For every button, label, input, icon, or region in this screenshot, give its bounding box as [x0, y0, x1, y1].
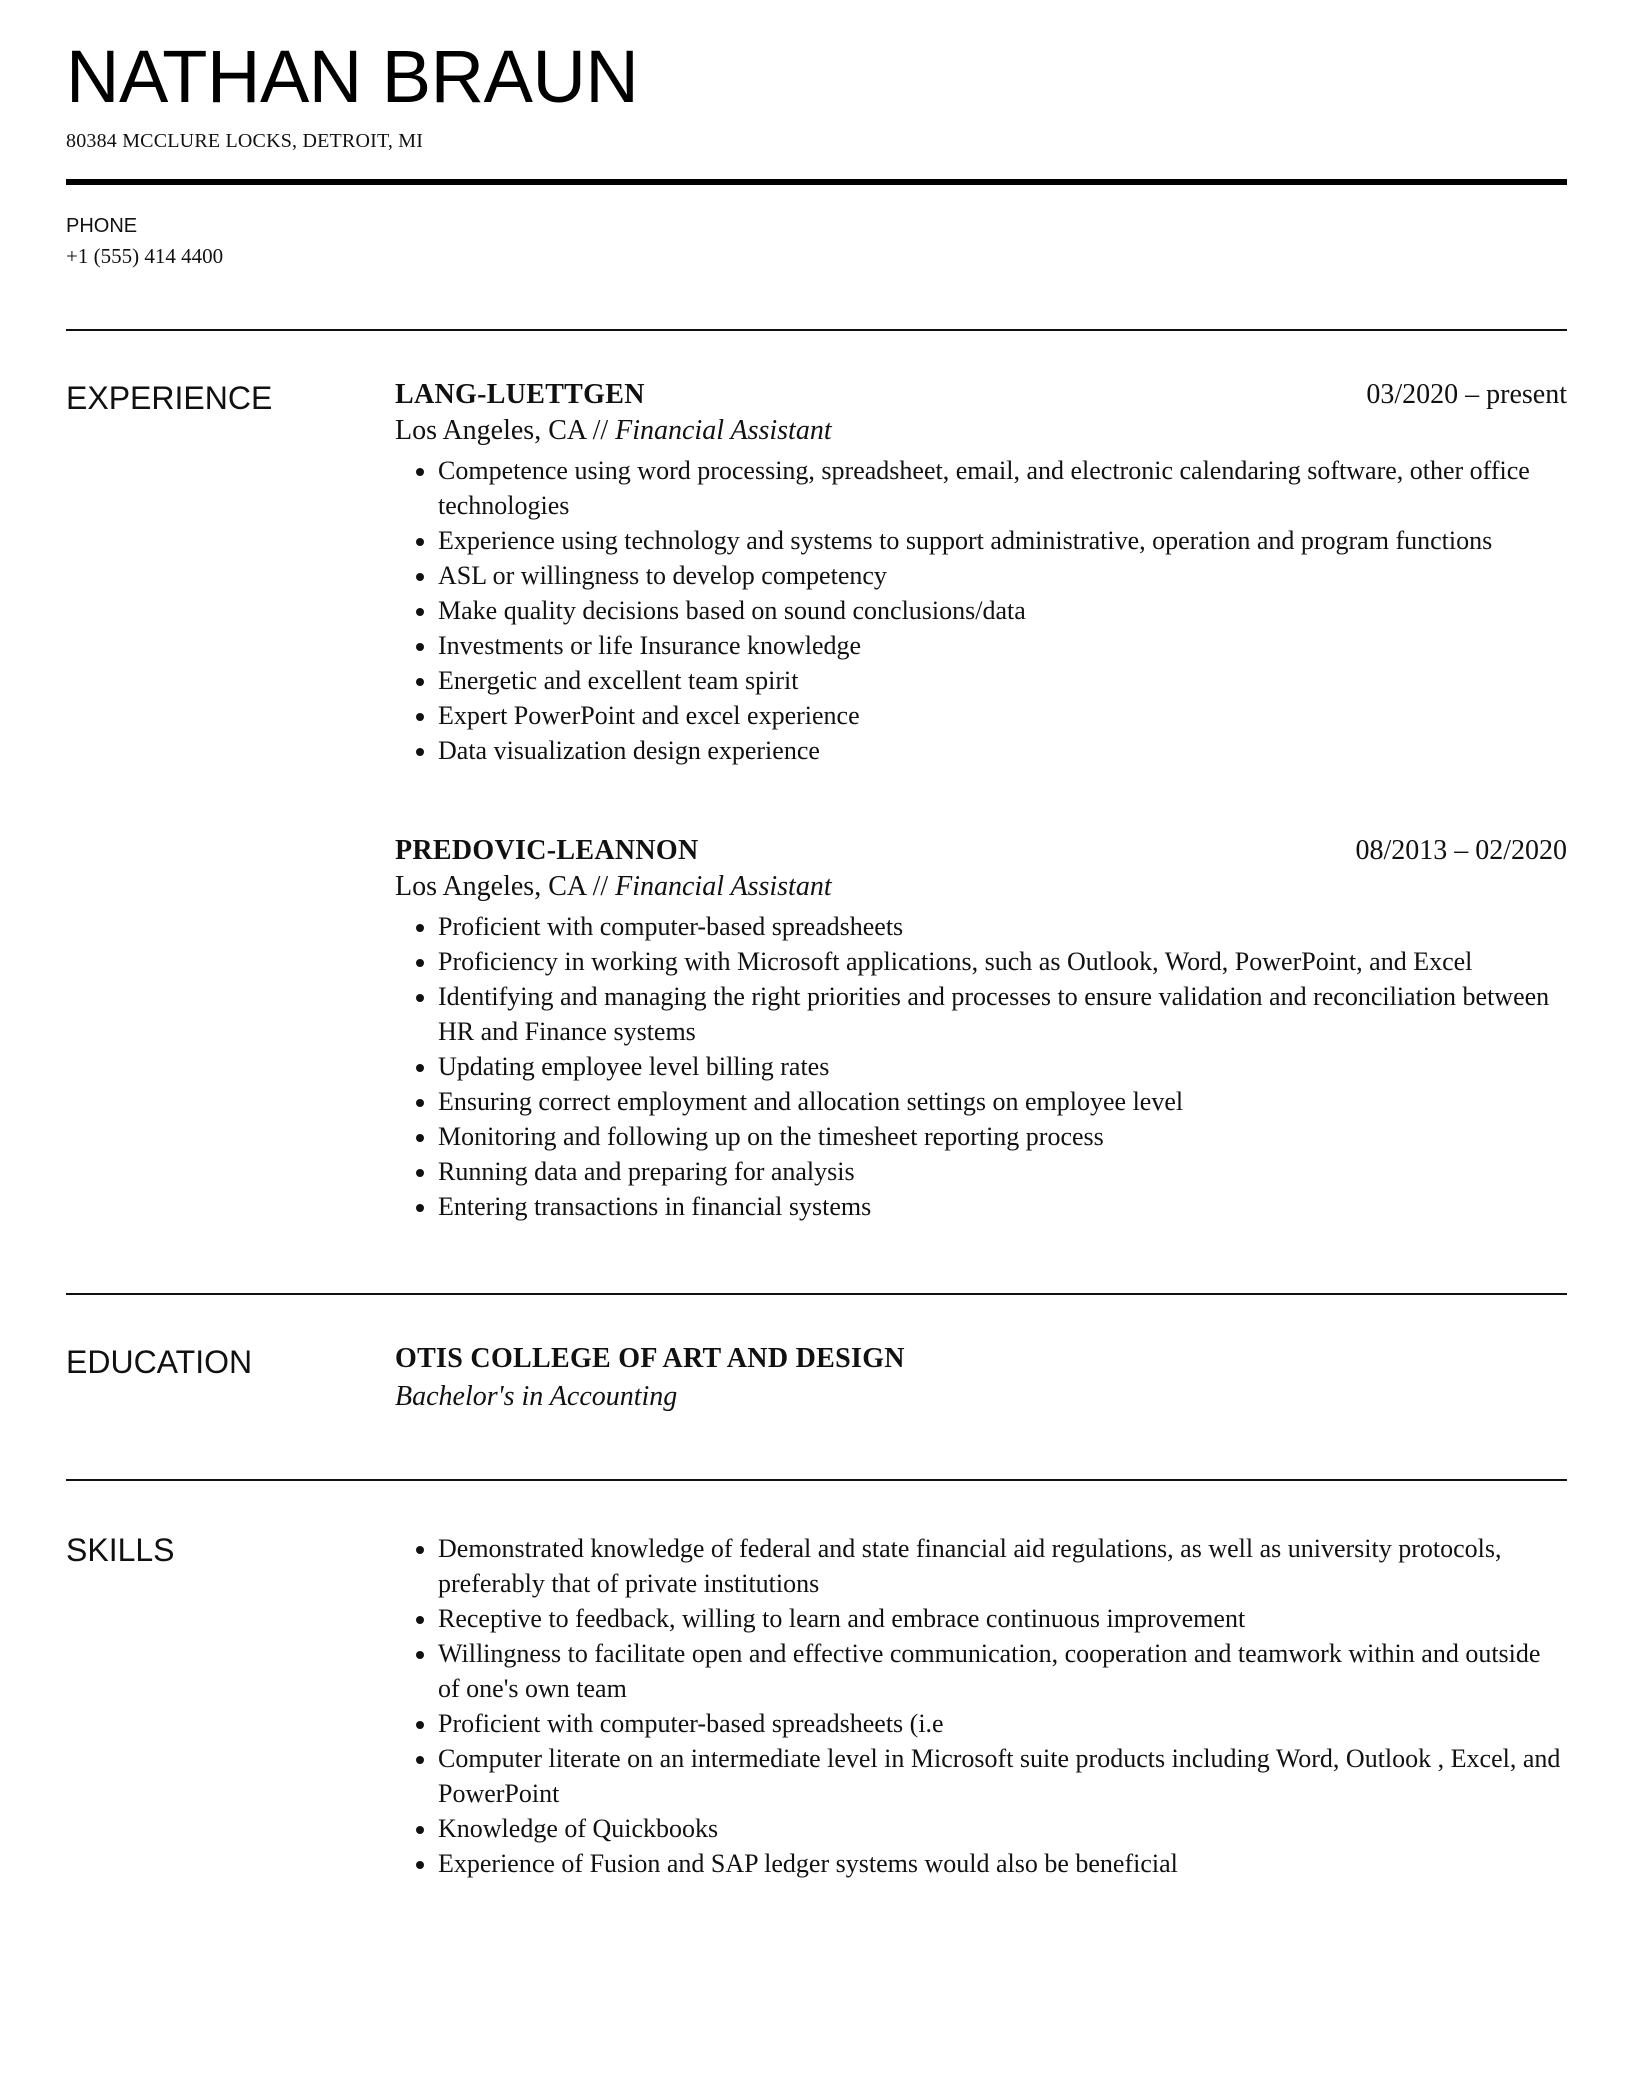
experience-section	[66, 379, 1567, 1224]
job-dates: 03/2020 – present	[1366, 379, 1567, 410]
list-item: • Expert PowerPoint and excel experience	[438, 698, 1567, 733]
list-item: • Updating employee level billing rates	[438, 1049, 1567, 1084]
section-title-education: EDUCATION	[66, 1344, 253, 1380]
resume-page	[66, 0, 1567, 1881]
list-item: • Data visualization design experience	[438, 733, 1567, 768]
section-title-skills: SKILLS	[66, 1532, 175, 1568]
candidate-address: 80384 MCCLURE LOCKS, DETROIT, MI	[66, 130, 424, 152]
list-item: • Ensuring correct employment and allocation settings on employee level	[438, 1084, 1567, 1119]
job-entry	[395, 835, 1567, 1224]
education-body	[395, 1343, 1567, 1413]
job-subtitle	[395, 415, 1567, 447]
list-item: • Knowledge of Quickbooks	[438, 1811, 1567, 1846]
list-item: • Proficient with computer-based spreadsheets	[438, 909, 1567, 944]
list-item: • Demonstrated knowledge of federal and state financial aid regulations, as well as university protocols, preferably that of private institutions	[438, 1531, 1567, 1601]
skills-section	[66, 1531, 1567, 1881]
list-item: • Investments or life Insurance knowledge	[438, 628, 1567, 663]
skills-body	[395, 1531, 1567, 1881]
job-separator: //	[592, 415, 609, 446]
job-subtitle	[395, 871, 1567, 903]
list-item: • Experience of Fusion and SAP ledger systems would also be beneficial	[438, 1846, 1567, 1881]
list-item: • Proficient with computer-based spreadsheets (i.e	[438, 1706, 1567, 1741]
job-header	[395, 835, 1567, 867]
job-bullets	[395, 453, 1567, 768]
list-item: • Make quality decisions based on sound conclusions/data	[438, 593, 1567, 628]
section-divider	[66, 1293, 1567, 1295]
skills-list	[395, 1531, 1567, 1881]
school-name: OTIS COLLEGE OF ART AND DESIGN	[395, 1343, 905, 1374]
education-section	[66, 1343, 1567, 1413]
job-location: Los Angeles, CA	[395, 415, 586, 446]
job-bullets	[395, 909, 1567, 1224]
job-dates: 08/2013 – 02/2020	[1355, 835, 1567, 866]
list-item: • Running data and preparing for analysis	[438, 1154, 1567, 1189]
company-name: PREDOVIC-LEANNON	[395, 835, 699, 866]
list-item: • Identifying and managing the right priorities and processes to ensure validation and reconciliation between HR and Finance systems	[438, 979, 1567, 1049]
section-title-experience: EXPERIENCE	[66, 380, 273, 416]
experience-body	[395, 379, 1567, 1224]
job-location: Los Angeles, CA	[395, 871, 586, 902]
job-entry	[395, 379, 1567, 768]
candidate-name: NATHAN BRAUN	[66, 35, 639, 118]
section-divider	[66, 329, 1567, 331]
phone-label: PHONE	[66, 215, 138, 237]
list-item: • Energetic and excellent team spirit	[438, 663, 1567, 698]
list-item: • Computer literate on an intermediate level in Microsoft suite products including Word, Outlook , Excel, and PowerPoint	[438, 1741, 1567, 1811]
list-item: • Receptive to feedback, willing to learn and embrace continuous improvement	[438, 1601, 1567, 1636]
list-item: • Experience using technology and systems to support administrative, operation and program functions	[438, 523, 1567, 558]
list-item: • Competence using word processing, spreadsheet, email, and electronic calendaring software, other office technologies	[438, 453, 1567, 523]
list-item: • Proficiency in working with Microsoft applications, such as Outlook, Word, PowerPoint, and Excel	[438, 944, 1567, 979]
list-item: • Monitoring and following up on the timesheet reporting process	[438, 1119, 1567, 1154]
list-item: • Willingness to facilitate open and effective communication, cooperation and teamwork within and outside of one's own team	[438, 1636, 1567, 1706]
phone-value: +1 (555) 414 4400	[66, 244, 224, 268]
job-role: Financial Assistant	[615, 415, 832, 446]
degree: Bachelor's in Accounting	[395, 1381, 678, 1412]
company-name: LANG-LUETTGEN	[395, 379, 645, 410]
list-item: • Entering transactions in financial systems	[438, 1189, 1567, 1224]
job-header	[395, 379, 1567, 411]
section-divider	[66, 1479, 1567, 1481]
header-divider	[66, 179, 1567, 185]
job-role: Financial Assistant	[615, 871, 832, 902]
list-item: • ASL or willingness to develop competency	[438, 558, 1567, 593]
job-separator: //	[592, 871, 609, 902]
